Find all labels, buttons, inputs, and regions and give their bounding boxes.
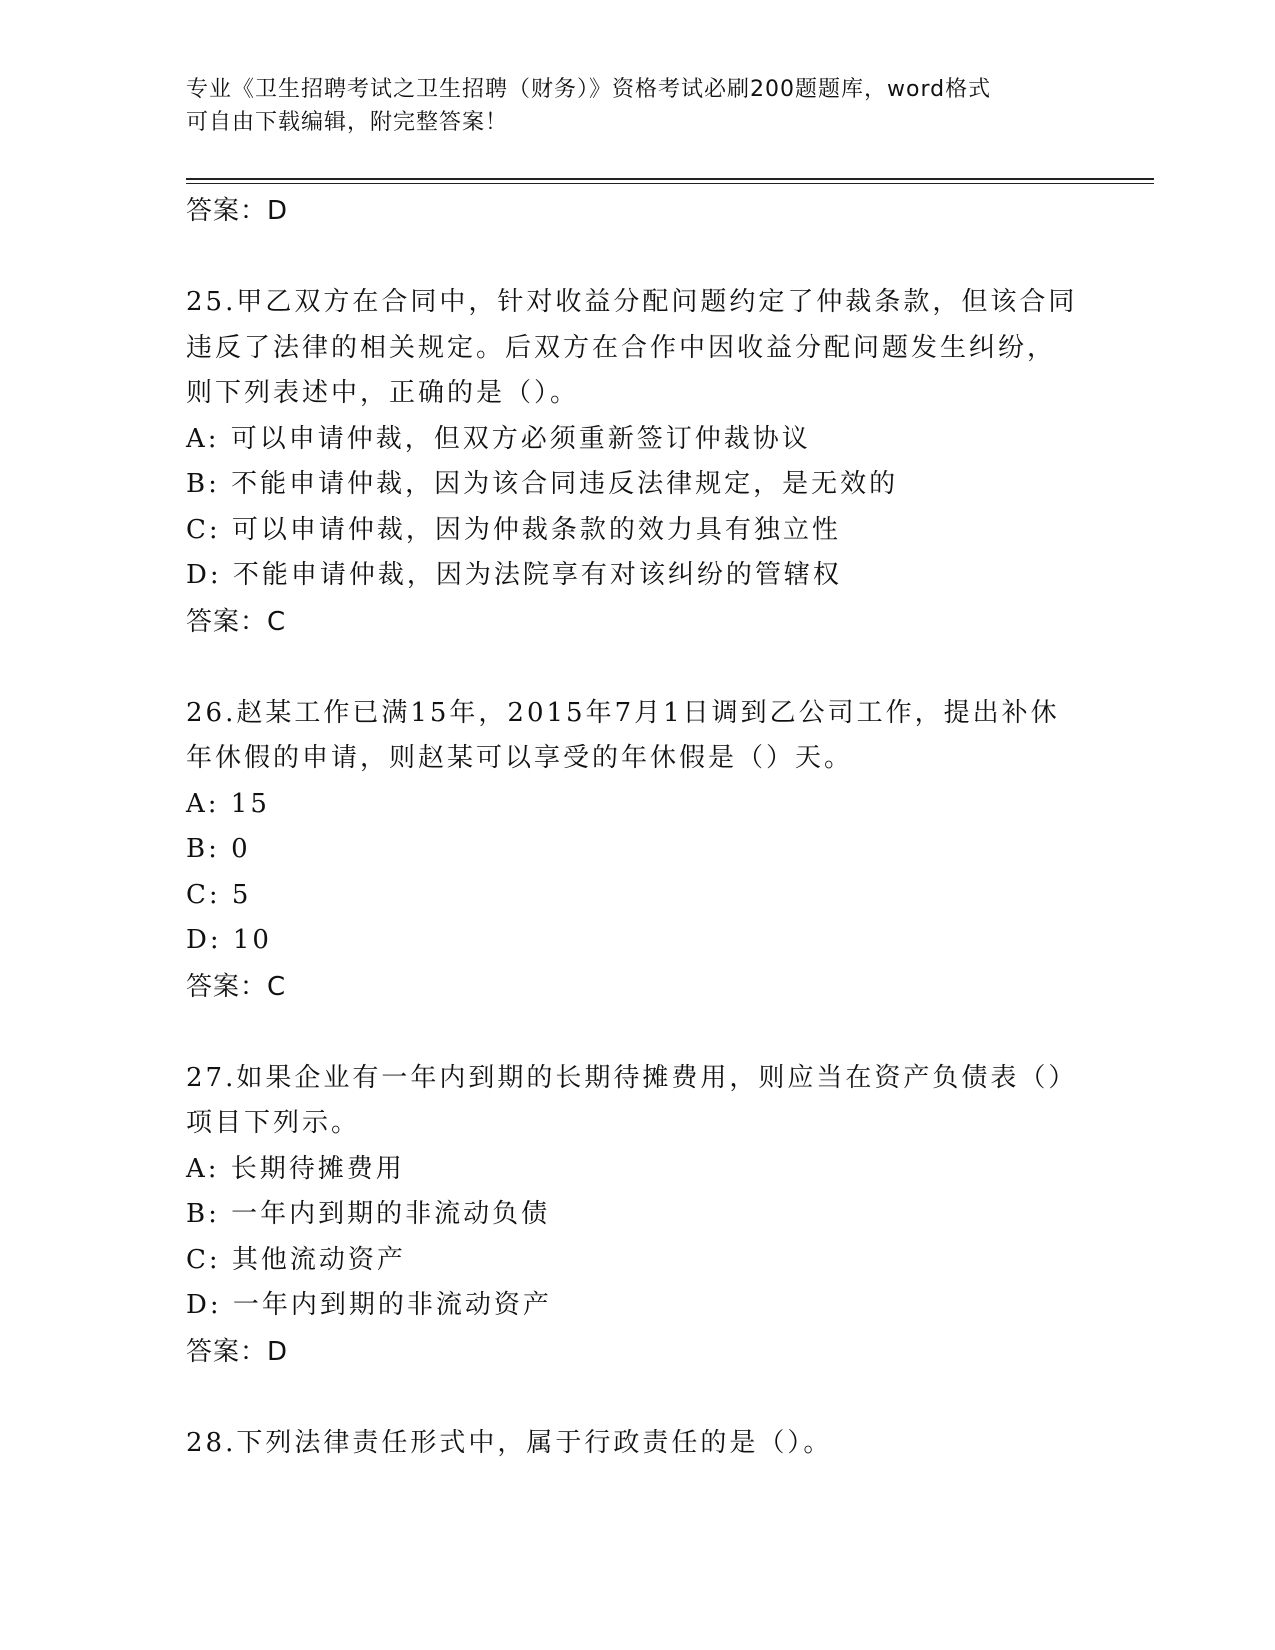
option-c: C: 可以申请仲裁，因为仲裁条款的效力具有独立性 [186, 514, 841, 545]
option-c: C: 5 [186, 879, 252, 910]
question-text-line: 年休假的申请，则赵某可以享受的年休假是（）天。 [186, 743, 854, 773]
option-b: B: 0 [186, 834, 251, 864]
question-text-line: 项目下列示。 [186, 1108, 361, 1138]
question-text-line: 则下列表述中，正确的是（）。 [186, 378, 580, 408]
question-list [186, 188, 1086, 1466]
question-text-line: 26.赵某工作已满15年，2015年7月1日调到乙公司工作，提出补休 [186, 697, 1060, 728]
header-divider-thick [186, 178, 1154, 180]
answer-line: 答案：C [186, 606, 287, 637]
question-26 [186, 691, 1086, 1010]
question-25 [186, 280, 1086, 645]
question-text-line: 25.甲乙双方在合同中，针对收益分配问题约定了仲裁条款，但该合同 [186, 287, 1078, 317]
option-a: A: 15 [186, 788, 270, 819]
header-line-2: 可自由下载编辑，附完整答案！ [186, 110, 509, 135]
option-a: A: 可以申请仲裁，但双方必须重新签订仲裁协议 [186, 423, 811, 454]
question-text-line: 27.如果企业有一年内到期的长期待摊费用，则应当在资产负债表（） [186, 1062, 1078, 1093]
header-line-1: 专业《卫生招聘考试之卫生招聘（财务）》资格考试必刷200题题库，word格式 [186, 77, 992, 102]
option-b: B: 一年内到期的非流动负债 [186, 1199, 551, 1229]
option-d: D: 一年内到期的非流动资产 [186, 1290, 552, 1320]
question-28 [186, 1421, 1086, 1467]
option-a: A: 长期待摊费用 [186, 1153, 405, 1184]
option-d: D: 不能申请仲裁，因为法院享有对该纠纷的管辖权 [186, 560, 842, 590]
question-text-line: 违反了法律的相关规定。后双方在合作中因收益分配问题发生纠纷， [186, 332, 1057, 363]
previous-answer: 答案：D [186, 196, 289, 226]
option-b: B: 不能申请仲裁，因为该合同违反法律规定，是无效的 [186, 469, 899, 499]
answer-line: 答案：D [186, 1336, 289, 1367]
header-divider-thin [186, 183, 1154, 184]
question-text-line: 28.下列法律责任形式中，属于行政责任的是（）。 [186, 1427, 833, 1458]
option-c: C: 其他流动资产 [186, 1244, 406, 1275]
option-d: D: 10 [186, 925, 272, 955]
page-header [186, 73, 1086, 139]
answer-line: 答案：C [186, 971, 287, 1002]
question-27 [186, 1056, 1086, 1375]
